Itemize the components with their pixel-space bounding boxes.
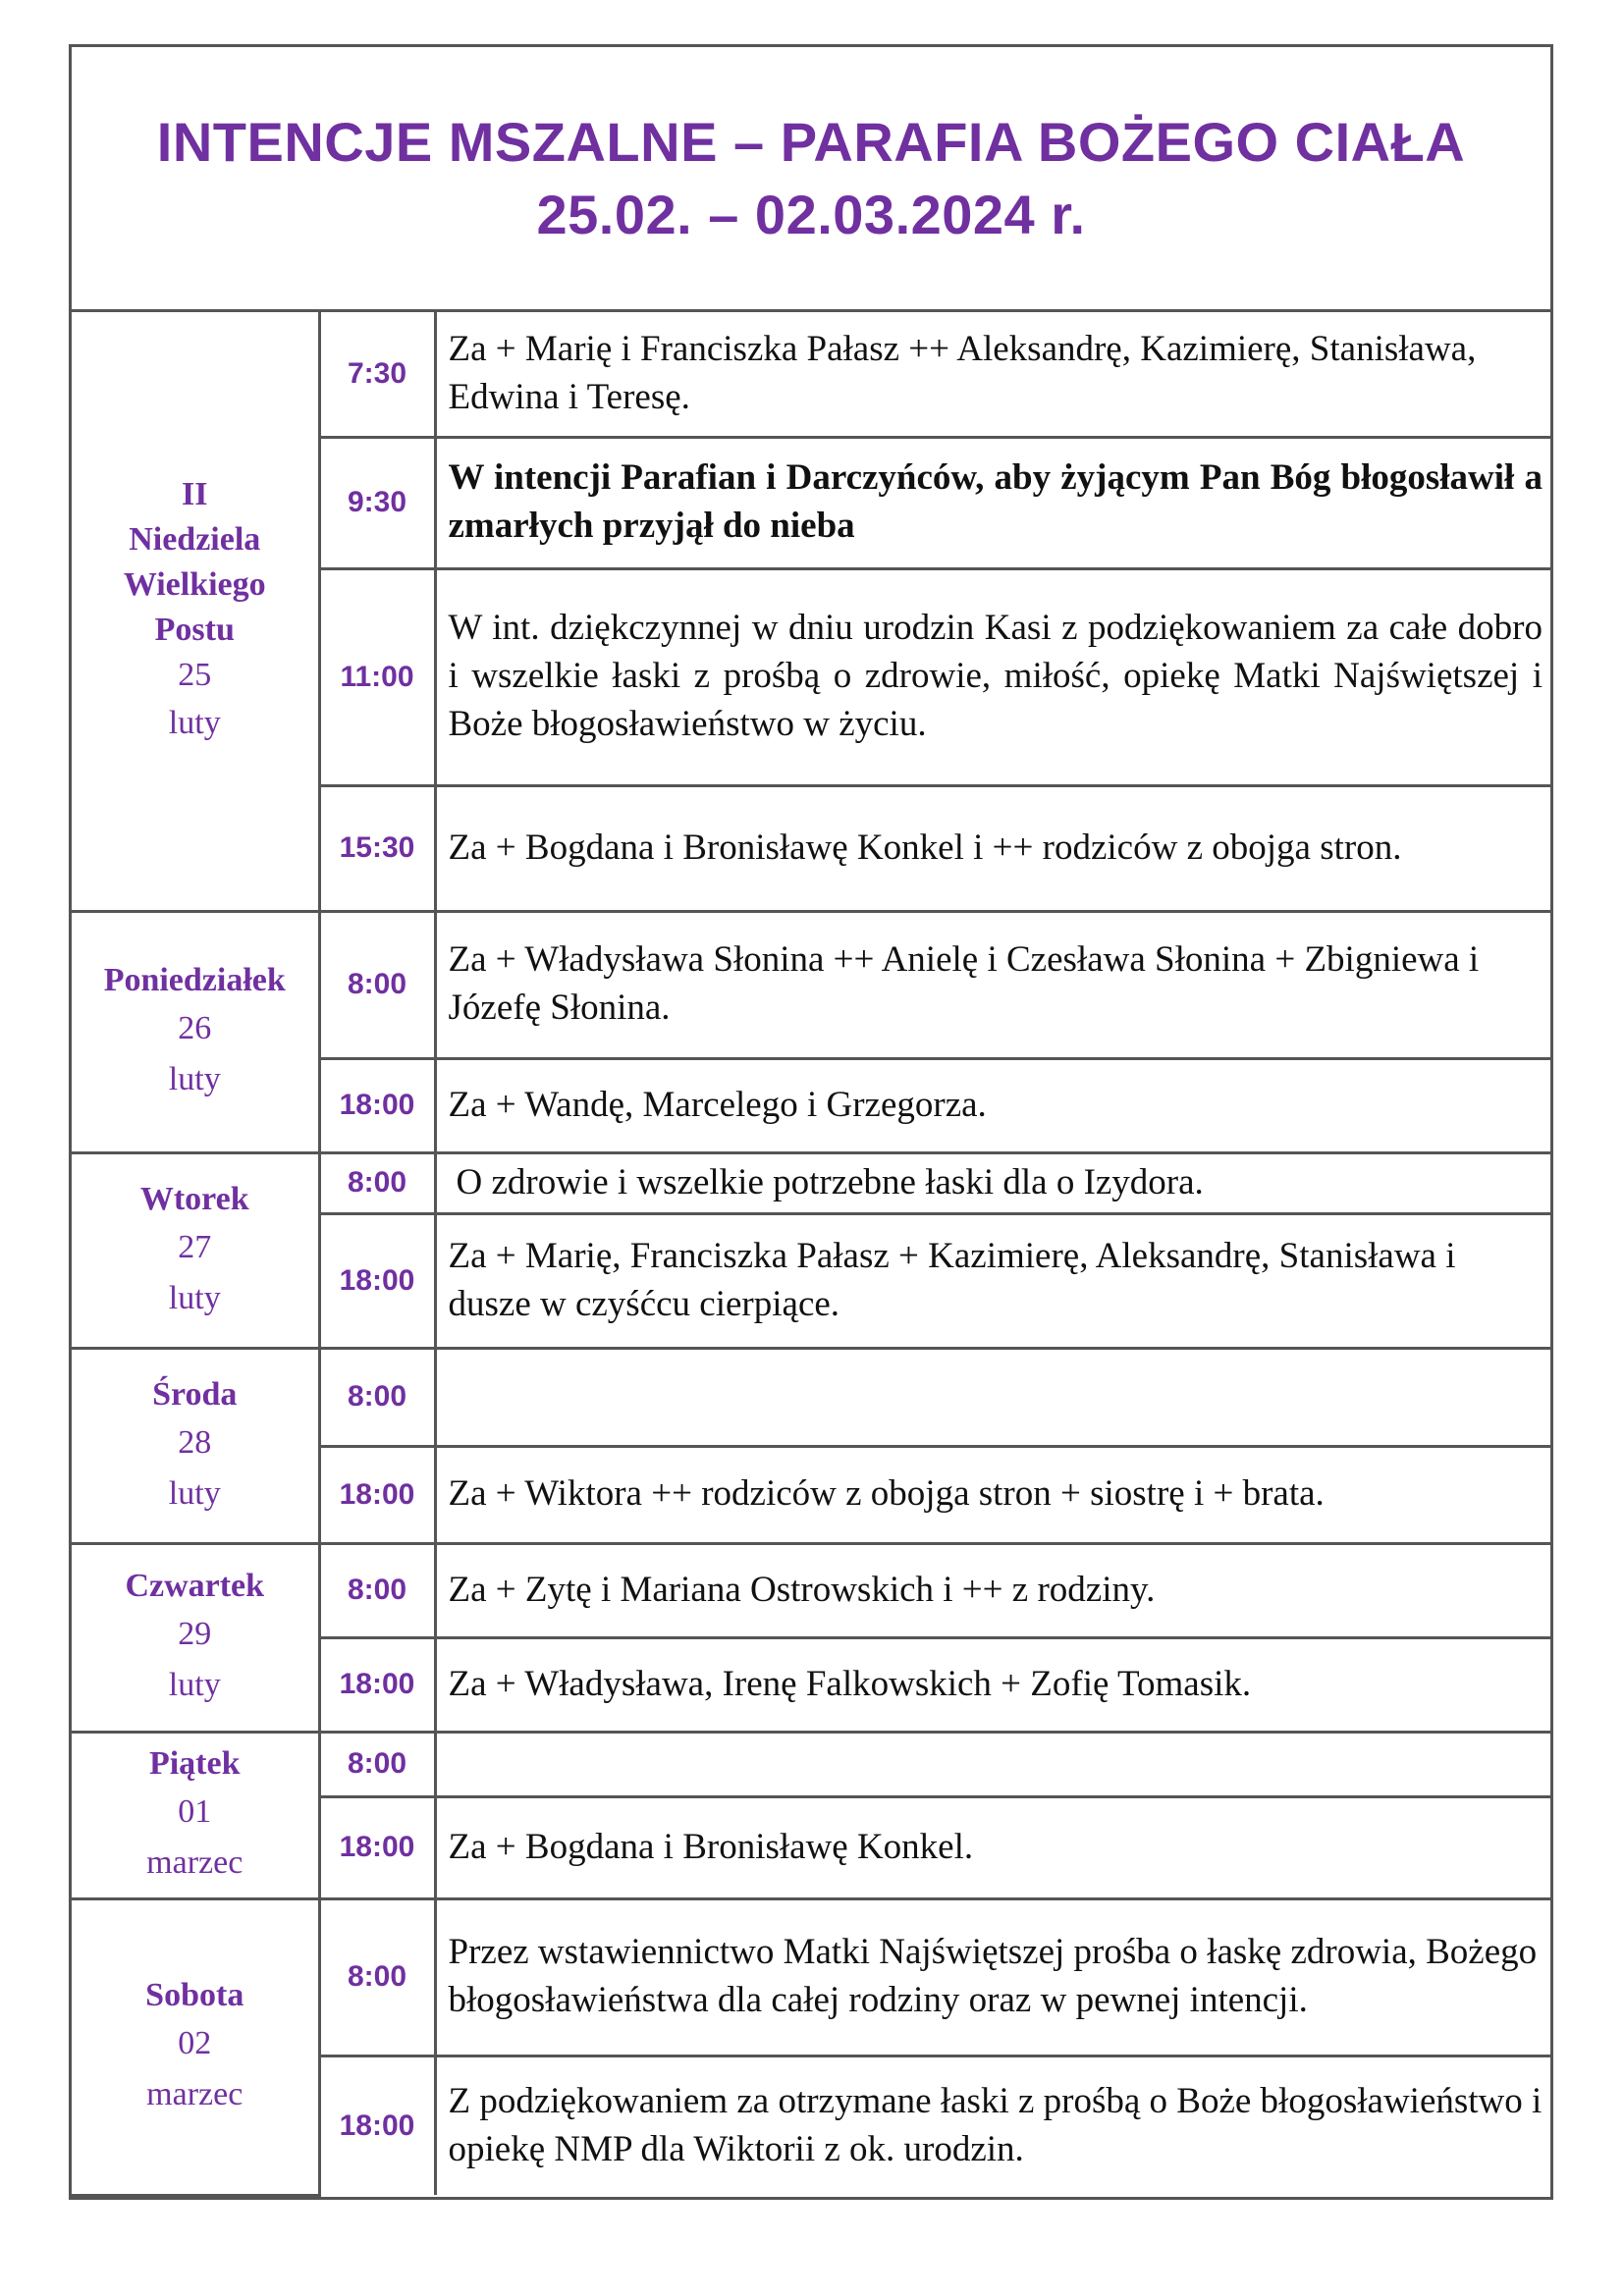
mass-time: 8:00 bbox=[319, 1348, 435, 1446]
mass-intention: Za + Marię i Franciszka Pałasz ++ Aleksandrę, Kazimierę, Stanisława, Edwina i Teresę. bbox=[435, 312, 1550, 437]
mass-time: 18:00 bbox=[319, 1637, 435, 1732]
day-month: luty bbox=[168, 1667, 221, 1703]
mass-time: 8:00 bbox=[319, 1898, 435, 2056]
mass-time: 15:30 bbox=[319, 785, 435, 911]
day-cell bbox=[72, 1898, 319, 2195]
day-name: Piątek bbox=[148, 1745, 241, 1782]
day-name: Środa bbox=[152, 1375, 238, 1413]
day-number: 02 bbox=[178, 2025, 212, 2061]
mass-intentions-sheet bbox=[69, 44, 1553, 2200]
mass-time: 8:00 bbox=[319, 911, 435, 1058]
mass-intention bbox=[435, 1348, 1550, 1446]
table-row bbox=[72, 911, 1550, 1058]
mass-time: 18:00 bbox=[319, 1446, 435, 1543]
mass-intention: Przez wstawiennictwo Matki Najświętszej prośba o łaskę zdrowia, Bożego błogosławieństwa dla całej rodziny oraz w pewnej intencji. bbox=[435, 1898, 1550, 2056]
day-cell bbox=[72, 911, 319, 1152]
table-row bbox=[72, 1898, 1550, 2056]
mass-intention: W int. dziękczynnej w dniu urodzin Kasi z podziękowaniem za całe dobro i wszelkie łaski z prośbą o zdrowie, miłość, opiekę Matki Najświętszej i Boże błogosławieństwo w życiu. bbox=[435, 568, 1550, 785]
mass-intention: Za + Wandę, Marcelego i Grzegorza. bbox=[435, 1058, 1550, 1152]
table-row bbox=[72, 1152, 1550, 1213]
header bbox=[72, 47, 1550, 312]
mass-time: 8:00 bbox=[319, 1152, 435, 1213]
day-month: marzec bbox=[146, 1844, 244, 1881]
day-number: 01 bbox=[178, 1793, 212, 1830]
mass-intention: Za + Bogdana i Bronisławę Konkel. bbox=[435, 1796, 1550, 1898]
day-cell bbox=[72, 1732, 319, 1898]
mass-time: 9:30 bbox=[319, 437, 435, 568]
day-cell bbox=[72, 1152, 319, 1348]
mass-intention: W intencji Parafian i Darczyńców, aby żyjącym Pan Bóg błogosławił a zmarłych przyjął do nieba bbox=[435, 437, 1550, 568]
day-month: luty bbox=[168, 1061, 221, 1097]
table-row bbox=[72, 1732, 1550, 1796]
table-row bbox=[72, 1543, 1550, 1637]
mass-intention: Za + Władysława Słonina ++ Anielę i Czesława Słonina + Zbigniewa i Józefę Słonina. bbox=[435, 911, 1550, 1058]
day-number: 25 bbox=[178, 657, 212, 694]
day-name: Czwartek bbox=[125, 1568, 265, 1604]
mass-intention: Z podziękowaniem za otrzymane łaski z prośbą o Boże błogosławieństwo i opiekę NMP dla Wiktorii z ok. urodzin. bbox=[435, 2056, 1550, 2195]
page-title: INTENCJE MSZALNE – PARAFIA BOŻEGO CIAŁA bbox=[156, 110, 1466, 173]
day-cell bbox=[72, 312, 319, 911]
day-month: luty bbox=[168, 1474, 221, 1512]
mass-intention bbox=[435, 1732, 1550, 1796]
day-number: 27 bbox=[178, 1228, 212, 1265]
mass-time: 18:00 bbox=[319, 1213, 435, 1348]
day-number: 28 bbox=[178, 1423, 212, 1461]
day-name: Wtorek bbox=[139, 1180, 249, 1217]
date-range: 25.02. – 02.03.2024 r. bbox=[536, 183, 1086, 245]
mass-intention: Za + Władysława, Irenę Falkowskich + Zofię Tomasik. bbox=[435, 1637, 1550, 1732]
day-cell bbox=[72, 1543, 319, 1732]
mass-time: 18:00 bbox=[319, 1796, 435, 1898]
mass-intention: Za + Bogdana i Bronisławę Konkel i ++ rodziców z obojga stron. bbox=[435, 785, 1550, 911]
day-cell bbox=[72, 1348, 319, 1543]
mass-intention: O zdrowie i wszelkie potrzebne łaski dla o Izydora. bbox=[435, 1152, 1550, 1213]
day-month: luty bbox=[168, 705, 221, 742]
day-number: 26 bbox=[178, 1010, 212, 1046]
table-row bbox=[72, 312, 1550, 437]
table-row bbox=[72, 1348, 1550, 1446]
day-name: Sobota bbox=[145, 1977, 244, 2013]
mass-time: 7:30 bbox=[319, 312, 435, 437]
mass-time: 18:00 bbox=[319, 1058, 435, 1152]
mass-time: 18:00 bbox=[319, 2056, 435, 2195]
day-number: 29 bbox=[178, 1616, 212, 1652]
mass-intention: Za + Marię, Franciszka Pałasz + Kazimierę, Aleksandrę, Stanisława i dusze w czyśćcu cierpiące. bbox=[435, 1213, 1550, 1348]
mass-intention: Za + Wiktora ++ rodziców z obojga stron + siostrę i + brata. bbox=[435, 1446, 1550, 1543]
mass-time: 8:00 bbox=[319, 1543, 435, 1637]
day-month: marzec bbox=[146, 2076, 244, 2112]
day-name: II Niedziela Wielkiego Postu bbox=[123, 476, 266, 649]
mass-time: 8:00 bbox=[319, 1732, 435, 1796]
mass-time: 11:00 bbox=[319, 568, 435, 785]
day-month: luty bbox=[168, 1279, 221, 1316]
schedule-table bbox=[72, 312, 1550, 2197]
day-name: Poniedziałek bbox=[103, 962, 286, 998]
mass-intention: Za + Zytę i Mariana Ostrowskich i ++ z rodziny. bbox=[435, 1543, 1550, 1637]
